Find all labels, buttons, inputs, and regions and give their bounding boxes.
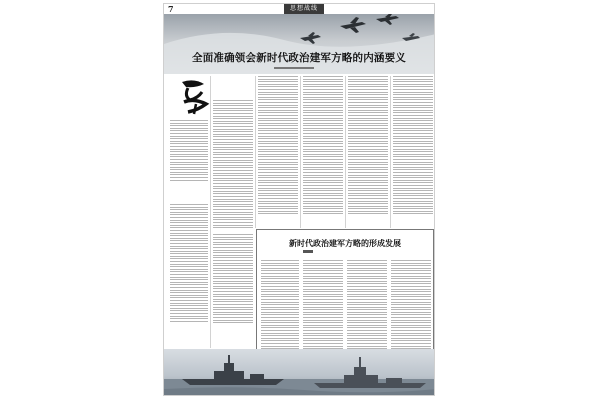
warship-illustration — [164, 349, 434, 396]
column-rule — [210, 76, 211, 348]
column-6-text — [393, 76, 433, 216]
fighter-jet-icon — [376, 14, 399, 25]
box-column-1-text — [261, 260, 299, 351]
warship-icon — [182, 355, 284, 385]
box-column-2-text — [303, 260, 343, 351]
bottom-photo-warships — [164, 349, 434, 396]
boxed-article-title: 新时代政治建军方略的形成发展 — [289, 239, 401, 248]
column-rule — [345, 76, 346, 228]
column-3-text — [258, 76, 298, 216]
boxed-article-byline — [303, 250, 313, 253]
fighter-jet-icon — [300, 32, 321, 44]
calligraphy-emblem-icon — [178, 78, 210, 116]
column-2-text-lower — [213, 234, 253, 325]
newspaper-page — [163, 3, 435, 396]
main-byline — [274, 66, 314, 71]
fighter-jet-icon — [340, 17, 366, 33]
box-column-3-text — [347, 260, 387, 351]
column-rule — [255, 76, 256, 228]
warship-icon — [314, 357, 426, 388]
box-column-4-text — [391, 260, 431, 351]
column-5-text — [348, 76, 388, 216]
column-rule — [390, 76, 391, 228]
column-1-text — [170, 120, 208, 182]
section-masthead: 思想战线 — [284, 4, 324, 14]
column-rule — [300, 76, 301, 228]
column-2-text — [213, 100, 253, 230]
byline-placeholder — [274, 66, 314, 70]
hero-image-jets — [164, 14, 434, 74]
page-number: 7 — [168, 4, 174, 14]
column-1-text-lower — [170, 204, 208, 323]
boxed-article — [256, 229, 434, 359]
sky-jets-illustration — [164, 14, 434, 74]
column-4-text — [303, 76, 343, 216]
main-headline: 全面准确领会新时代政治建军方略的内涵要义 — [192, 52, 406, 64]
